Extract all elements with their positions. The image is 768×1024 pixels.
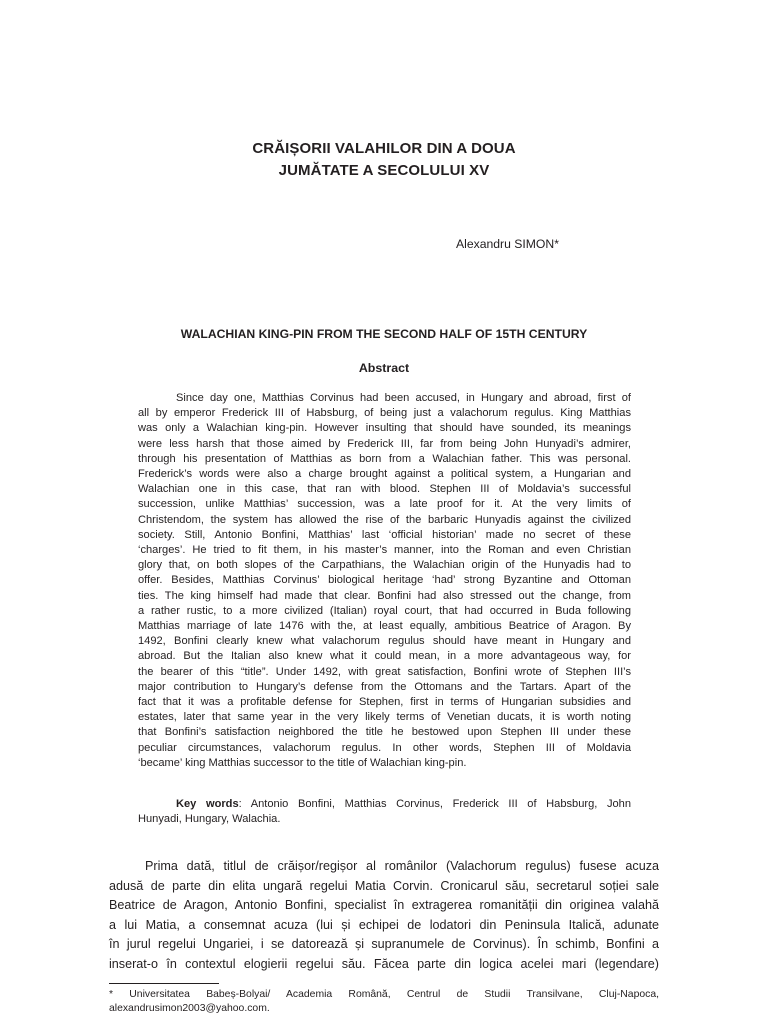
abstract-line: were less harsh that those aimed by Frederick III, far from being John Hunyadi’s admirer,: [138, 437, 631, 450]
abstract-line: was only a Walachian king-pin. However insulting that should have sounded, its meanings: [138, 422, 631, 435]
article-title: [0, 138, 768, 182]
abstract-line: major contribution to Hungary’s defense from the Ottomans and the Tartars. Apart of the: [138, 680, 631, 693]
abstract-line: Matthias marriage of late 1476 with the, at least equally, ambitious Beatrice of Aragon. By: [138, 620, 631, 633]
abstract-line: estates, later that same year in the very likely terms of Venetian ducats, it is worth noting: [138, 711, 631, 724]
abstract-line: abroad. But the Italian also knew what it could mean, in a more advantageous way, for: [138, 650, 631, 663]
body-line: inserat-o în contextul elogierii regelui său. Făcea parte din logica acelei mari (legendare): [109, 956, 659, 971]
abstract-line: ‘became’ king Matthias successor to the title of Walachian king-pin.: [138, 756, 467, 769]
body-line: în jurul regelui Ungariei, i se datorează și supranumele de Corvinus). În schimb, Bonfini a: [109, 937, 659, 951]
abstract-line: a rather rustic, to a more civilized (Italian) royal court, that had occurred in Buda following: [138, 604, 631, 617]
abstract-line: the bearer of this “title”. Under 1492, with great satisfaction, Bonfini wrote of Stephen III’s: [138, 665, 631, 678]
body-line: Beatrice de Aragon, Antonio Bonfini, specialist în extragerea romanității din originea valahă: [109, 898, 659, 912]
abstract-body: [138, 391, 631, 771]
footnote-line-1: * Universitatea Babeș-Bolyai/ Academia Română, Centrul de Studii Transilvane, Cluj-Napoca,: [109, 989, 659, 1000]
abstract-line: through his presentation of Matthias as born from a Walachian father. This was personal.: [138, 452, 631, 465]
abstract-line: society. Still, Antonio Bonfini, Matthias’ last ‘official historian’ made no secret of these: [138, 528, 631, 541]
abstract-line: Walachian one in this case, that ran with blood. Stephen III of Moldavia’s successful: [138, 483, 631, 496]
abstract-line: ties. The king himself had made that clear. Bonfini had also stressed out the change, from: [138, 589, 631, 602]
abstract-line: 1492, Bonfini clearly knew what valachorum regulus should have meant in Hungary and: [138, 635, 631, 648]
abstract-line: all by emperor Frederick III of Habsburg, of being just a valachorum regulus. King Matthias: [138, 407, 631, 420]
body-line: a lui Matia, a consemnat acuza (lui și echipei de lodatori din Peninsula Italică, adunate: [109, 917, 659, 932]
abstract-line: fact that it was a profitable defense for Stephen, first in terms of Hungarian subsidies and: [138, 696, 631, 709]
article-title-line-1: CRĂIȘORII VALAHILOR DIN A DOUA: [252, 140, 516, 157]
body-line: adusă de parte din elita ungară regelui Matia Corvin. Cronicarul său, secretarul soției sale: [109, 878, 659, 893]
article-title-line-2: JUMĂTATE A SECOLULUI XV: [278, 162, 490, 179]
body-text: [109, 857, 659, 974]
abstract-line: Since day one, Matthias Corvinus had been accused, in Hungary and abroad, first of: [176, 392, 631, 404]
abstract-line: ‘charges’. He tried to fit them, in his master’s manner, into the Roman and even Christian: [138, 544, 631, 557]
abstract-line: Christendom, the system has allowed the rise of the barbaric Hunyadis against the civilized: [138, 513, 631, 526]
abstract-line: Frederick’s words were also a charge brought against a political system, a Hungarian and: [138, 468, 631, 481]
body-line: Prima dată, titlul de crăișor/regișor al românilor (Valachorum regulus) fusese acuza: [145, 859, 659, 873]
keywords: [138, 797, 631, 827]
footnote-line-2: alexandrusimon2003@yahoo.com.: [109, 1003, 270, 1014]
abstract-line: peculiar circumstances, valachorum regulus. In other words, Stephen III of Moldavia: [138, 741, 631, 754]
abstract-line: glory that, on both slopes of the Carpathians, the Walachian origin of the Hunyadis had to: [138, 559, 631, 572]
abstract-heading: Abstract: [358, 361, 410, 375]
keywords-line-1: [138, 797, 631, 812]
author-name: Alexandru SIMON*: [456, 237, 559, 251]
abstract-line: succession, unlike Matthias’ succession, was a late proof for it. At the very limits of: [138, 498, 631, 511]
footnote: [109, 988, 659, 1016]
footnote-separator: [109, 983, 219, 984]
abstract-line: offer. Besides, Matthias Corvinus’ biological heritage ‘had’ strong Byzantine and Ottoman: [138, 574, 631, 587]
abstract-line: that Bonfini’s satisfaction neighbored the title he bestowed upon Stephen III under these: [138, 726, 631, 739]
english-title: WALACHIAN KING-PIN FROM THE SECOND HALF OF 15TH CENTURY: [180, 327, 588, 341]
keywords-text-1: : Antonio Bonfini, Matthias Corvinus, Frederick III of Habsburg, John: [238, 798, 631, 810]
keywords-line-2: Hunyadi, Hungary, Walachia.: [138, 813, 281, 826]
keywords-label: Key words: [176, 798, 239, 810]
